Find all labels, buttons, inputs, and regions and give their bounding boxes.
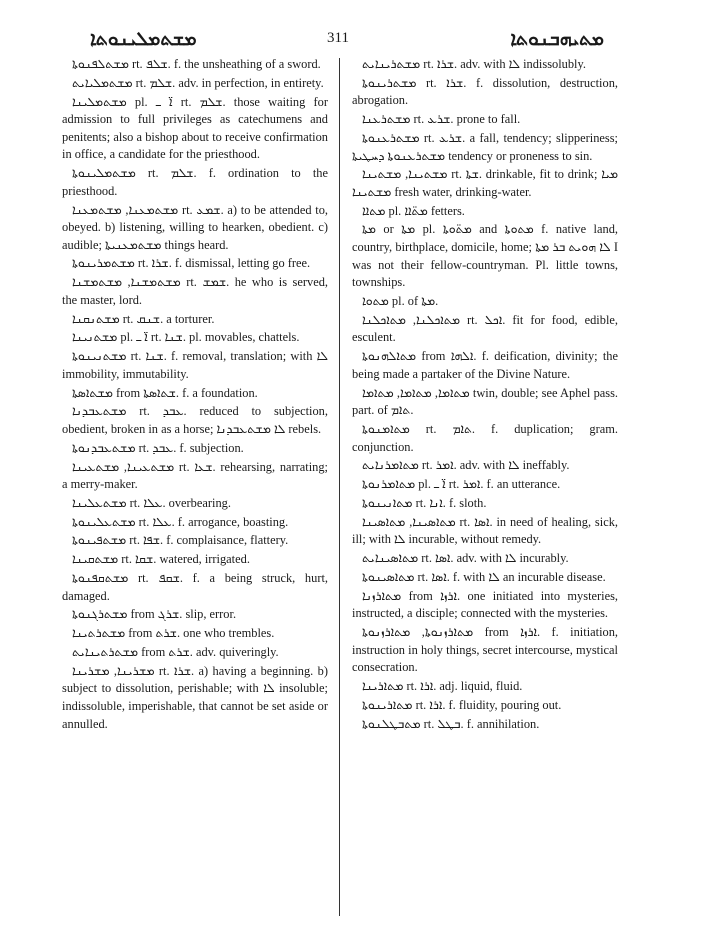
dictionary-entry: ܡܬܐܡܪܢܘܬܐ pl. ܐ̈ ـ rt. ܐܡܪ. f. an utterance. (362, 477, 561, 492)
dictionary-entry: ܡܫܬܡܠܝܢܐ pl. ܐ̈ ـ rt. ܫܠܡ. those waiting for admission to full privileges as catechumens and penitents; also a bishop about to receive confirmation in office, a candidate for the priesthood. (62, 94, 328, 162)
left-headword: ܡܫܬܡܠܝܢܘܬܐ (90, 28, 197, 50)
dictionary-entry: ܡܬܐܠܗܢܘܬܐ from ܐܠܗܐ. f. deification, divinity; the being made a partaker of the Divine Nature. (352, 349, 618, 381)
dictionary-entry: ܡܫܬܐܣܬܐ from ܫܬܐܣܬܐ. f. a foundation. (72, 385, 258, 400)
dictionary-entry: ܡܬܐܟܠܢܐ, ܡܬܐܟܠܢܐ rt. ܐܟܠ. fit for food, edible, esculent. (352, 312, 618, 345)
dictionary-entry: ܡܬܐܡܐ, ܡܬܐܡܐ, ܡܬܐܡܐ twin, double; see Aphel pass. part. of ܬܐܡ. (352, 385, 619, 418)
dictionary-entry: ܡܫܬܥܠܝܢܘܬܐ rt. ܥܠܐ. f. arrogance, boasting. (72, 514, 289, 529)
dictionary-entry: ܡܬܒܛܠܢܘܬܐ rt. ܒܛܠ. f. annihilation. (362, 716, 540, 731)
dictionary-entry: ܡܬܐܪܝܢܘܬܐ rt. ܐܪܐ. f. fluidity, pouring out. (362, 697, 562, 712)
dictionary-entry: ܡܫܬܪܓܢܘܬܐ from ܫܪܓ. slip, error. (72, 607, 237, 622)
dictionary-entry: ܡܫܬܥܠܝܢܐ rt. ܥܠܐ. overbearing. (72, 495, 231, 510)
dictionary-entry: ܡܬܐܐ pl. ܡܬ̈ܐܐ fetters. (362, 203, 465, 218)
dictionary-entry: ܡܬܐܡܢܘܬܐ rt. ܬܐܡ. f. duplication; gram. conjunction. (352, 421, 618, 454)
dictionary-entry: ܡܬܐ or ܡܬܐ pl. ܡܬ̈ܘܬܐ and ܡܬܘܬܐ f. native land, country, birthplace, domicile, home; ܠܐ ܗܘܝܬ ܒܪ ܡܬܐ I was not their fellow-countryman. Pl. little towns, townships. (352, 222, 618, 290)
dictionary-entry: ܡܬܘܐ pl. of ܡܬܐ. (362, 294, 439, 309)
left-column (62, 56, 328, 734)
dictionary-entry: ܡܬܐܪܙܢܘܬܐ, ܡܬܐܪܙܢܘܬܐ from ܐܪܙܐ. f. initiation, instruction in holy things, secret intercourse, mystical consecration. (352, 624, 619, 675)
dictionary-entry: ܡܫܬܢܩܢܐ rt. ܫܢܩ. a torturer. (72, 311, 215, 326)
dictionary-entry: ܡܫܬܪܝܢܐܝܬ rt. ܫܪܐ. adv. with ܠܐ indissolubly. (362, 57, 586, 71)
dictionary-entry: ܡܫܬܩܝܢܐ rt. ܫܩܐ. watered, irrigated. (72, 552, 250, 567)
dictionary-entry: ܡܫܬܩܦܢܘܬܐ rt. ܫܩܦ. f. a being struck, hurt, damaged. (62, 571, 328, 603)
dictionary-entry: ܡܫܬܢܝܢܐ pl. ܐ̈ ـ rt. ܫܢܐ. pl. movables, chattels. (72, 330, 300, 345)
dictionary-entry: ܡܫܬܦܝܢܘܬܐ rt. ܫܦܐ. f. complaisance, flattery. (72, 533, 289, 548)
page-number: 311 (327, 30, 349, 46)
dictionary-entry: ܡܫܬܪܝܢܘܬܐ rt. ܫܪܐ. f. dissolution, destruction, abrogation. (352, 75, 618, 108)
dictionary-page (62, 22, 622, 922)
dictionary-entry: ܡܫܬܪܬܝܢܐܝܬ from ܫܪܬ. adv. quiveringly. (72, 644, 279, 659)
column-rule (339, 58, 340, 916)
dictionary-entry: ܡܬܐܣܝܢܐ, ܡܬܐܣܝܢܐ rt. ܐܣܐ. in need of healing, sick, ill; with ܠܐ incurable, without remedy. (352, 514, 618, 547)
dictionary-entry: ܡܬܐܡܪܢܐܝܬ rt. ܐܡܪ. adv. with ܠܐ ineffably. (362, 458, 570, 473)
dictionary-entry: ܡܫܬܥܝܢܐ, ܡܫܬܥܝܢܐ rt. ܫܥܐ. rehearsing, narrating; a merry-maker. (62, 459, 328, 492)
dictionary-entry: ܡܫܬܪܥܢܐ rt. ܫܪܥ. prone to fall. (362, 112, 521, 127)
dictionary-entry: ܡܫܬܝܢܐ, ܡܫܬܝܢܐ rt. ܫܬܐ. drinkable, fit to drink; ܡܝܐ ܡܫܬܝܢܐ fresh water, drinking-water. (352, 167, 618, 199)
right-column (352, 56, 618, 734)
dictionary-entry: ܡܬܐܢܝܢܘܬܐ rt. ܐܢܐ. f. sloth. (362, 495, 487, 510)
dictionary-entry: ܡܫܬܡܠܝܐܝܬ rt. ܫܠܡ. adv. in perfection, in entirety. (72, 75, 324, 90)
dictionary-entry: ܡܬܐܪܙܢܐ from ܐܪܙܐ. one initiated into mysteries, instructed, a disciple; connected with the mysteries. (352, 588, 618, 621)
dictionary-entry: ܡܫܬܥܒܕܢܐ rt. ܥܒܕ. reduced to subjection, obedient, broken in as a horse; ܠܐ ܡܫܬܥܒܕܢܐ rebels. (62, 404, 328, 436)
dictionary-entry: ܡܫܬܡܥܢܐ, ܡܫܬܡܥܢܐ rt. ܫܡܥ. a) to be attended to, obeyed. b) listening, willing to hearken, obedient. c) audible; ܡܫܬܡܥܢܝܬܐ things heard. (62, 202, 328, 252)
dictionary-entry: ܡܫܬܪܬܝܢܐ from ܫܪܬ. one who trembles. (72, 626, 275, 641)
dictionary-entry: ܡܬܐܣܝܢܐܝܬ rt. ܐܣܐ. adv. with ܠܐ incurably. (362, 551, 569, 566)
running-header (62, 28, 622, 56)
dictionary-entry: ܡܫܬܢܝܢܘܬܐ rt. ܫܢܐ. f. removal, translation; with ܠܐ immobility, immutability. (62, 349, 328, 381)
dictionary-entry: ܡܬܐܪܝܢܐ rt. ܐܪܐ. adj. liquid, fluid. (362, 678, 523, 693)
dictionary-entry: ܡܬܐܣܝܢܘܬܐ rt. ܐܣܐ. f. with ܠܐ an incurable disease. (362, 569, 606, 584)
dictionary-entry: ܡܫܪܝܢܐ, ܡܫܪܝܢܐ rt. ܫܪܐ. a) having a beginning. b) subject to dissolution, perishable; with ܠܐ insoluble; indissoluble, imperishable, that cannot be set aside or annulled. (62, 663, 328, 731)
dictionary-entry: ܡܫܬܥܒܕܢܘܬܐ rt. ܥܒܕ. f. subjection. (72, 440, 244, 455)
dictionary-entry: ܡܫܬܡܪܝܢܘܬܐ rt. ܫܪܐ. f. dismissal, letting go free. (72, 256, 311, 271)
dictionary-entry: ܡܫܬܠܦܢܘܬܐ rt. ܫܠܦ. f. the unsheathing of a sword. (72, 57, 321, 71)
dictionary-entry: ܡܫܬܡܫܢܐ, ܡܫܬܡܫܢܐ rt. ܫܡܫ. he who is served, the master, lord. (62, 275, 328, 307)
dictionary-entry: ܡܫܬܡܠܝܢܘܬܐ rt. ܫܠܡ. f. ordination to the priesthood. (62, 166, 328, 198)
dictionary-entry: ܡܫܬܪܥܢܘܬܐ rt. ܫܪܥ. a fall, tendency; slipperiness; ܡܫܬܪܥܢܘܬܐ ܕܚܛܝܬܐ tendency or proneness to sin. (352, 130, 618, 163)
right-headword: ܡܬܝܗܒܢܘܬܐ (510, 28, 604, 50)
